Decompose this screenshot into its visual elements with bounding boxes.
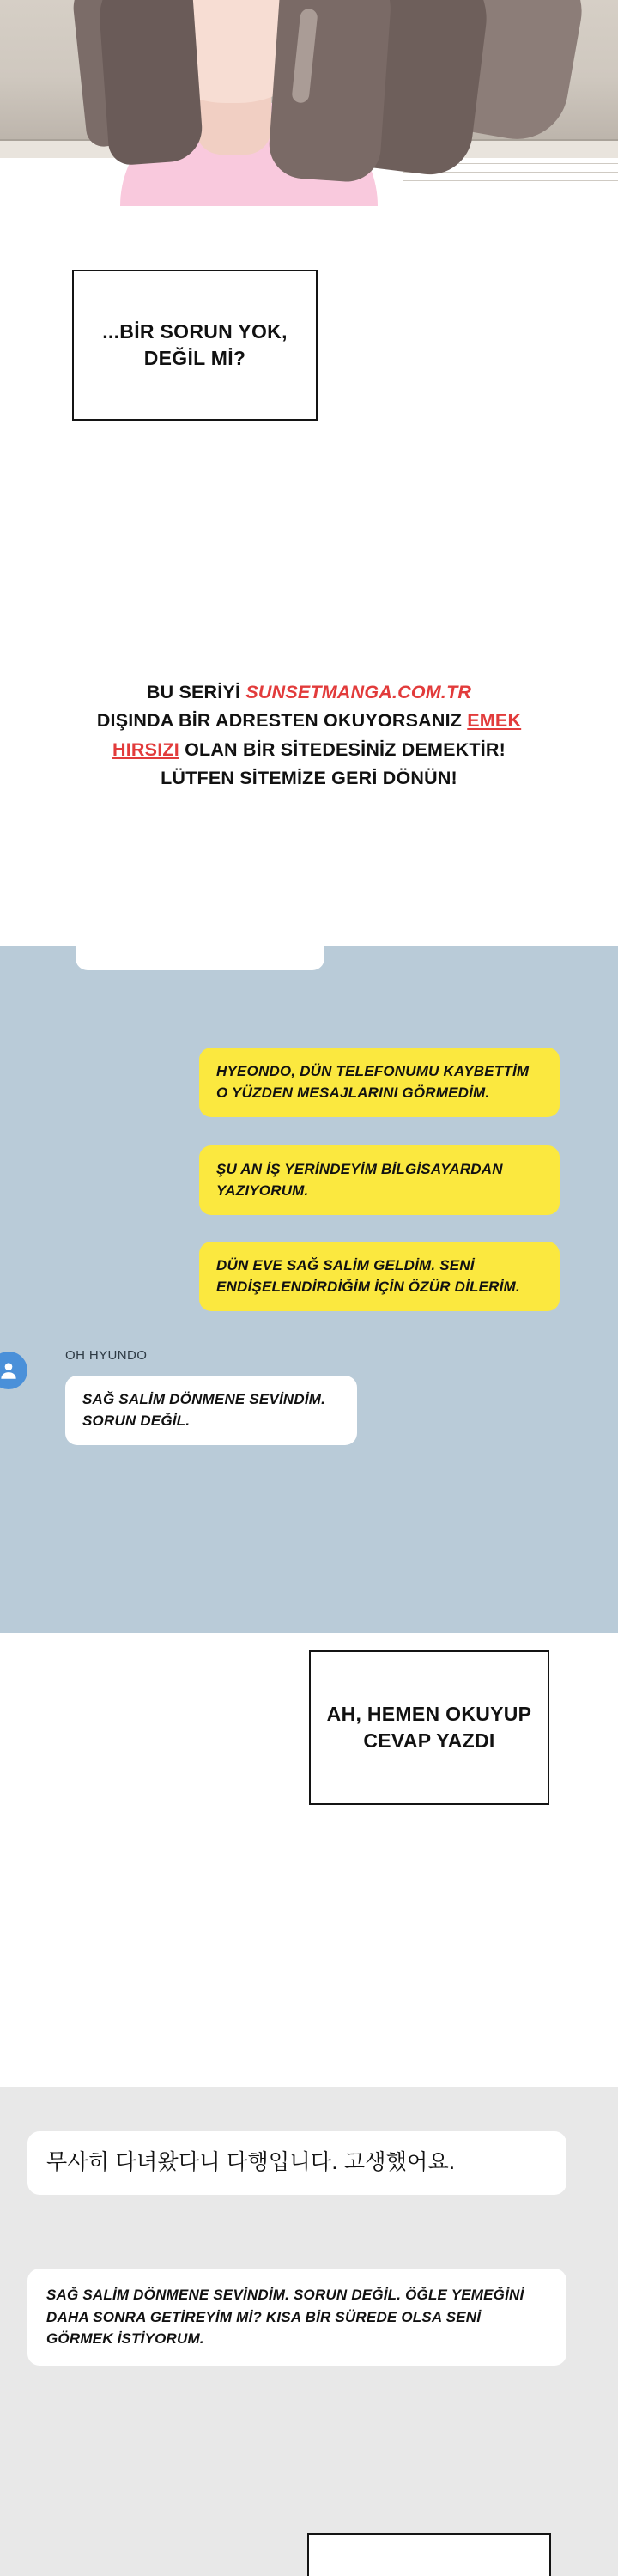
hair-strand-right	[267, 0, 394, 184]
site-notice-emphasis-2: HIRSIZI	[112, 738, 179, 760]
site-notice-domain: SUNSETMANGA.COM.TR	[245, 682, 472, 702]
speech-bubble-reaction-text: AH, HEMEN OKUYUP CEVAP YAZDI	[326, 1702, 532, 1752]
speech-bubble-reaction	[309, 1650, 549, 1805]
chat-bubble-outgoing-1: HYEONDO, DÜN TELEFONUMU KAYBETTİM O YÜZDEN MESAJLARINI GÖRMEDİM.	[199, 1048, 560, 1117]
chat-bubble-korean: 무사히 다녀왔다니 다행입니다. 고생했어요.	[27, 2131, 566, 2195]
site-notice-line-2	[0, 707, 618, 735]
chat-contact-name: OH HYUNDO	[65, 1348, 148, 1363]
avatar	[0, 1352, 27, 1389]
site-notice-line-1	[0, 678, 618, 707]
site-notice-line-3-suffix: OLAN BİR SİTEDESİNİZ DEMEKTİR!	[179, 738, 506, 760]
chat-panel-bottom	[0, 2087, 618, 2576]
chat-bubble-partial	[76, 946, 324, 970]
chat-bubble-outgoing-3: DÜN EVE SAĞ SALİM GELDİM. SENİ ENDİŞELENDİRDİĞİM İÇİN ÖZÜR DİLERİM.	[199, 1242, 560, 1311]
chat-bubble-outgoing-2: ŞU AN İŞ YERİNDEYİM BİLGİSAYARDAN YAZIYORUM.	[199, 1145, 560, 1215]
speech-bubble-question	[72, 270, 318, 421]
scene-panel	[0, 0, 618, 283]
chat-bubble-incoming-1: SAĞ SALİM DÖNMENE SEVİNDİM. SORUN DEĞİL.	[65, 1376, 357, 1445]
chat-bubble-translated: SAĞ SALİM DÖNMENE SEVİNDİM. SORUN DEĞİL. ÖĞLE YEMEĞİNİ DAHA SONRA GETİREYİM Mİ? KISA BİR SÜREDE OLSA SENİ GÖRMEK İSTİYORUM.	[27, 2269, 566, 2366]
speech-bubble-bottom-partial	[307, 2533, 551, 2576]
speech-bubble-question-text: ...BİR SORUN YOK, DEĞİL Mİ?	[102, 319, 288, 369]
site-notice-line-2-prefix: DIŞINDA BİR ADRESTEN OKUYORSANIZ	[96, 710, 468, 732]
chat-panel-top	[0, 946, 618, 1633]
site-notice-line-4: LÜTFEN SİTEMİZE GERİ DÖNÜN!	[161, 767, 457, 788]
site-notice-emphasis-1: EMEK	[467, 710, 522, 732]
site-notice-line-3	[0, 736, 618, 764]
site-notice-line-1-prefix: BU SERİYİ	[146, 682, 246, 702]
site-notice	[0, 678, 618, 793]
hair-strand-left	[96, 0, 204, 167]
